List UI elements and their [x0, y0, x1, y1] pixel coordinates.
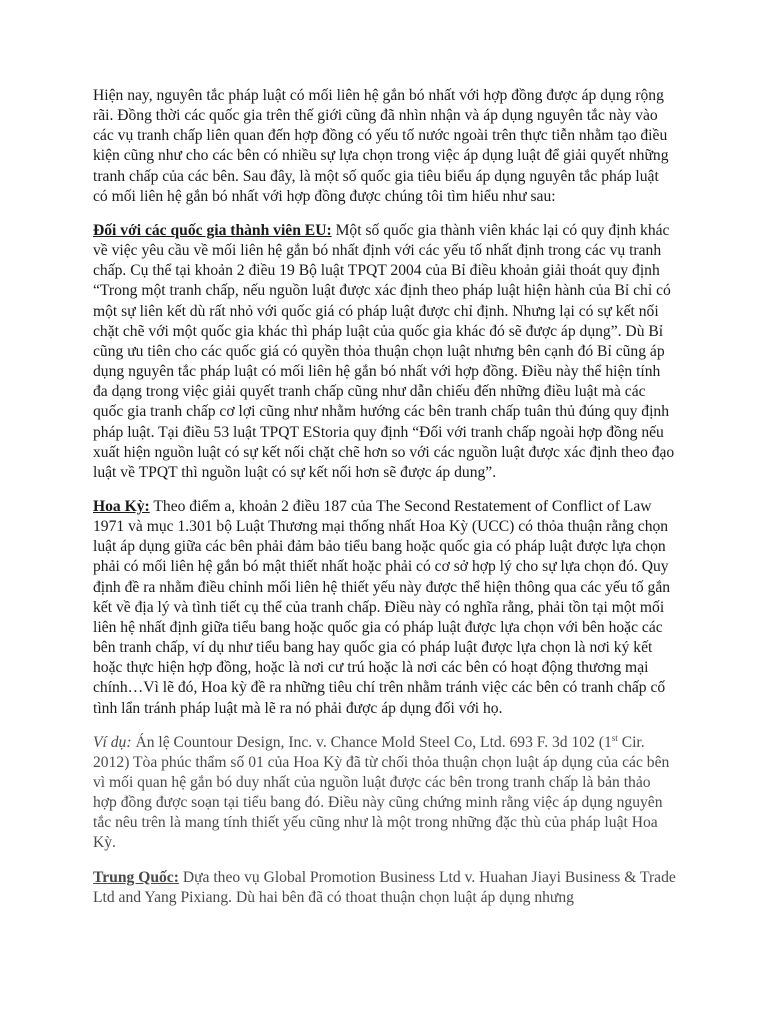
china-heading: Trung Quốc: [93, 868, 179, 886]
example-body-end: Cir. 2012) Tòa phúc thẩm số 01 của Hoa Kỳ đã từ chối thỏa thuận chọn luật áp dụng của các bên vì mối quan hệ gắn bó duy nhất của nguồn luật được các bên trong tranh chấp là bản thảo hợp đồng được soạn tại tiểu bang đó. Điều này cũng chứng minh rằng việc áp dụng nguyên tắc nêu trên là mang tính thiết yếu cũng như là một trong những đặc thù của pháp luật Hoa Kỳ. [93, 733, 670, 852]
ordinal-suffix: st [611, 732, 618, 743]
china-paragraph [93, 868, 677, 908]
paragraph-gap [93, 719, 677, 733]
example-label: Ví dụ: [93, 733, 132, 751]
paragraph-gap [93, 854, 677, 868]
example-paragraph [93, 733, 677, 854]
us-body: Theo điểm a, khoản 2 điều 187 của The Second Restatement of Conflict of Law 1971 và mục 1.301 bộ Luật Thương mại thống nhất Hoa Kỳ (UCC) có thỏa thuận rằng chọn luật áp dụng giữa các bên phải đảm bảo tiểu bang hoặc quốc gia có pháp luật được lựa chọn phải có mối liên hệ gắn bó mật thiết nhất hoặc phải có cơ sở hợp lý cho sự lựa chọn đó. Quy định đề ra nhằm điều chỉnh mối liên hệ thiết yếu này được thể hiện thông qua các yếu tố gắn kết về địa lý và tình tiết cụ thể của tranh chấp. Điều này có nghĩa rằng, phải tồn tại một mối liên hệ nhất định giữa tiểu bang hoặc quốc gia có pháp luật được lựa chọn với bên hoặc các bên tranh chấp, ví dụ như tiểu bang hay quốc gia có pháp luật được lựa chọn là nơi ký kết hoặc thực hiện hợp đồng, hoặc là nơi cư trú hoặc là nơi các bên có hoạt động thương mại chính…Vì lẽ đó, Hoa kỳ đề ra những tiêu chí trên nhằm tránh việc các bên có tranh chấp cố tình lẩn tránh pháp luật mà lẽ ra nó phải được áp dụng đối với họ. [93, 497, 671, 717]
eu-body: Một số quốc gia thành viên khác lại có quy định khác về việc yêu cầu về mối liên hệ gắn bó nhất định với các yếu tố nhất định trong các vụ tranh chấp. Cụ thể tại khoản 2 điều 19 Bộ luật TPQT 2004 của Bỉ điều khoản giải thoát quy định “Trong một tranh chấp, nếu nguồn luật được xác định theo pháp luật hiện hành của Bỉ chỉ có một sự liên kết dù rất nhỏ với quốc giá có pháp luật được chỉ định. Nhưng lại có sự kết nối chặt chẽ với một quốc gia khác thì pháp luật của quốc gia khác đó sẽ được áp dụng”. Dù Bỉ cũng ưu tiên cho các quốc giá có quyền thỏa thuận chọn luật nhưng bên cạnh đó Bỉ cũng áp dụng nguyên tắc pháp luật có mối liên hệ gắn bó nhất với hợp đồng. Điều này thể hiện tính đa dạng trong việc giải quyết tranh chấp cũng như dẫn chiếu đến những điều luật mà các quốc gia tranh chấp cơ lợi cũng như nhằm hướng các bên tranh chấp tuân thủ đúng quy định pháp luật. Tại điều 53 luật TPQT EStoria quy định “Đối với tranh chấp ngoài hợp đồng nếu xuất hiện nguồn luật có sự kết nối chặt chẽ hơn so với các nguồn luật được xác định theo đạo luật về TPQT thì nguồn luật có sự kết nối hơn sẽ được áp dung”. [93, 221, 675, 481]
intro-paragraph: Hiện nay, nguyên tắc pháp luật có mối liên hệ gắn bó nhất với hợp đồng được áp dụng rộng rãi. Đồng thời các quốc gia trên thế giới cũng đã nhìn nhận và áp dụng nguyên tắc này vào các vụ tranh chấp liên quan đến hợp đồng có yếu tố nước ngoài trên thực tiễn nhằm tạo điều kiện cũng như cho các bên có nhiều sự lựa chọn trong việc áp dụng luật để giải quyết những tranh chấp của các bên. Sau đây, là một số quốc gia tiêu biểu áp dụng nguyên tắc pháp luật có mối liên hệ gắn bó nhất với hợp đồng được chúng tôi tìm hiểu như sau: [93, 87, 669, 205]
eu-heading: Đối với các quốc gia thành viên EU: [93, 221, 332, 239]
example-body-start: Án lệ Countour Design, Inc. v. Chance Mold Steel Co, Ltd. 693 F. 3d 102 (1 [131, 733, 612, 751]
us-heading: Hoa Kỳ: [93, 497, 150, 515]
paragraph-gap [93, 207, 677, 221]
document-body [93, 86, 677, 908]
us-paragraph [93, 497, 677, 719]
china-body: Dựa theo vụ Global Promotion Business Ltd v. Huahan Jiayi Business & Trade Ltd and Yang Pixiang. Dù hai bên đã có thoat thuận chọn luật áp dụng nhưng [93, 868, 676, 906]
paragraph-gap [93, 483, 677, 497]
eu-paragraph [93, 221, 677, 483]
